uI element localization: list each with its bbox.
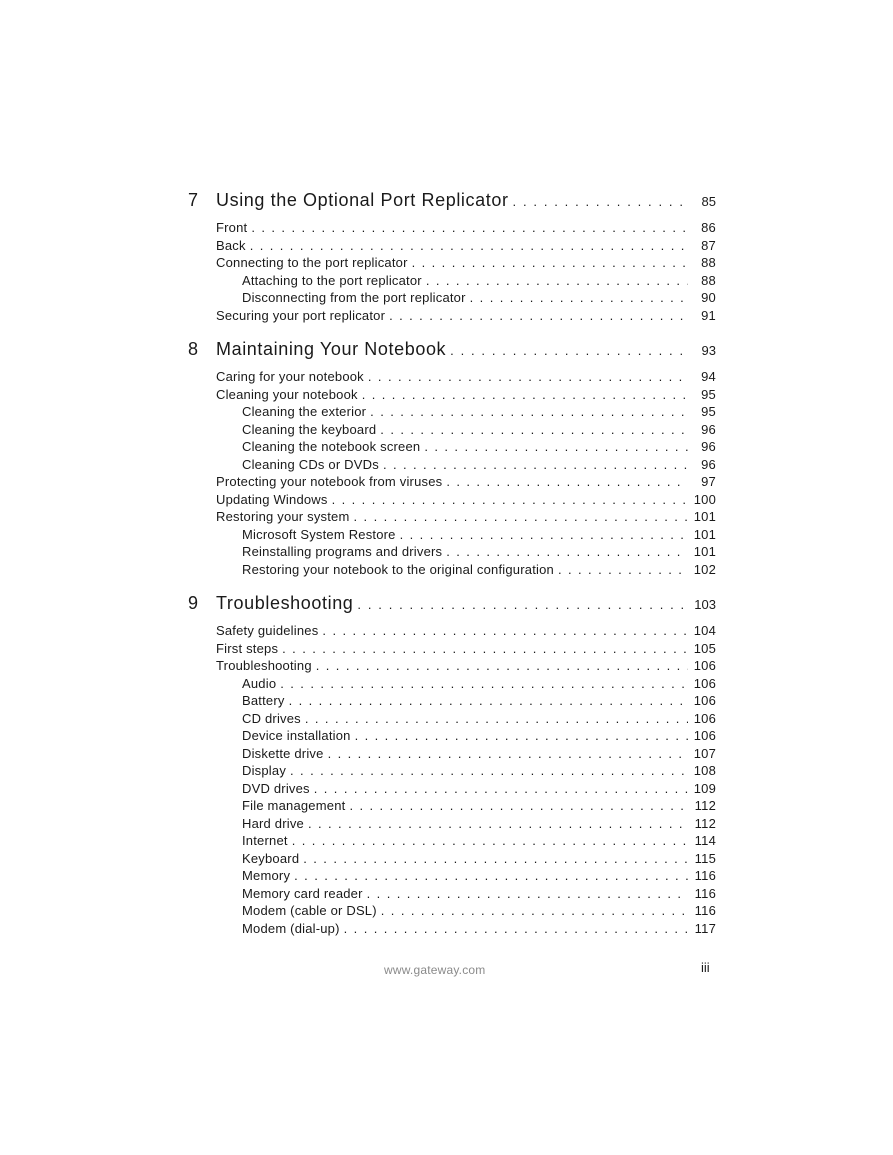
dot-leader	[426, 273, 688, 288]
footer-url: www.gateway.com	[384, 963, 486, 977]
dot-leader	[368, 369, 688, 384]
dot-leader	[332, 492, 688, 507]
dot-leader	[289, 693, 688, 708]
dot-leader	[357, 597, 688, 612]
toc-entry-label: First steps	[216, 640, 279, 656]
toc-subentry[interactable]	[188, 903, 716, 921]
toc-entry-label: Keyboard	[242, 850, 300, 866]
toc-entry-label: Modem (cable or DSL)	[242, 903, 377, 918]
chapter-page-number: 103	[694, 597, 716, 612]
toc-entry-list	[188, 623, 716, 938]
toc-entry-label: Restoring your system	[216, 509, 350, 524]
dot-leader	[344, 921, 688, 936]
toc-entry-label: Reinstalling programs and drivers	[242, 544, 443, 559]
toc-subentry[interactable]	[188, 798, 716, 816]
toc-entry-page-number: 116	[694, 885, 716, 901]
toc-entry-page-number: 101	[693, 509, 716, 524]
toc-entry-page-number: 109	[693, 780, 716, 796]
toc-subentry[interactable]	[188, 851, 716, 869]
toc-entry-page-number: 106	[693, 675, 716, 691]
toc-subentry[interactable]	[188, 711, 716, 729]
chapter-number: 9	[188, 593, 199, 613]
toc-entry-page-number: 106	[693, 658, 716, 673]
toc-entry-label: Cleaning the keyboard	[242, 421, 377, 437]
chapter-title: Troubleshooting	[216, 593, 354, 613]
toc-entry-label: Protecting your notebook from viruses	[216, 474, 443, 489]
table-of-contents	[188, 190, 716, 938]
toc-subentry[interactable]	[188, 746, 716, 764]
toc-entry[interactable]	[188, 238, 716, 256]
dot-leader	[370, 404, 688, 419]
dot-leader	[446, 474, 688, 489]
toc-entry-label: Microsoft System Restore	[242, 526, 396, 542]
toc-subentry[interactable]	[188, 833, 716, 851]
toc-entry[interactable]	[188, 474, 716, 492]
toc-entry-page-number: 87	[701, 237, 716, 253]
dot-leader	[303, 851, 688, 866]
toc-entry-page-number: 88	[701, 255, 716, 270]
toc-entry-page-number: 116	[694, 868, 716, 883]
chapter-title: Using the Optional Port Replicator	[216, 190, 509, 210]
toc-entry[interactable]	[188, 623, 716, 641]
toc-entry[interactable]	[188, 509, 716, 527]
toc-entry-page-number: 91	[701, 307, 716, 323]
toc-entry-label: Safety guidelines	[216, 623, 319, 638]
toc-entry-page-number: 96	[701, 421, 716, 437]
toc-entry-page-number: 101	[693, 526, 716, 542]
dot-leader	[280, 676, 688, 691]
toc-entry-page-number: 112	[694, 798, 716, 813]
toc-entry-page-number: 106	[693, 693, 716, 708]
toc-entry-label: Caring for your notebook	[216, 369, 364, 384]
chapter-heading[interactable]	[188, 190, 716, 216]
toc-entry-label: Front	[216, 220, 248, 235]
toc-entry-label: Internet	[242, 833, 288, 848]
dot-leader	[322, 623, 688, 638]
toc-entry[interactable]	[188, 308, 716, 326]
dot-leader	[513, 194, 688, 209]
toc-entry-label: Back	[216, 237, 246, 253]
toc-entry-page-number: 97	[701, 474, 716, 489]
toc-entry-label: Securing your port replicator	[216, 307, 386, 323]
dot-leader	[389, 308, 688, 323]
toc-entry-label: Audio	[242, 675, 277, 691]
dot-leader	[380, 422, 688, 437]
dot-leader	[250, 238, 688, 253]
chapter-section	[188, 190, 716, 325]
toc-entry-label: Modem (dial-up)	[242, 920, 340, 936]
toc-entry-label: Memory	[242, 868, 291, 883]
toc-subentry[interactable]	[188, 763, 716, 781]
toc-entry-label: Cleaning your notebook	[216, 386, 358, 402]
dot-leader	[558, 562, 688, 577]
toc-entry-list	[188, 220, 716, 325]
toc-subentry[interactable]	[188, 404, 716, 422]
dot-leader	[424, 439, 688, 454]
toc-entry-label: Display	[242, 763, 287, 778]
toc-subentry[interactable]	[188, 781, 716, 799]
chapter-title: Maintaining Your Notebook	[216, 339, 447, 359]
toc-subentry[interactable]	[188, 676, 716, 694]
dot-leader	[446, 544, 688, 559]
dot-leader	[470, 290, 688, 305]
toc-entry-label: Updating Windows	[216, 491, 328, 507]
toc-entry-page-number: 115	[694, 850, 716, 866]
toc-entry[interactable]	[188, 255, 716, 273]
dot-leader	[251, 220, 688, 235]
toc-subentry[interactable]	[188, 868, 716, 886]
toc-subentry[interactable]	[188, 562, 716, 580]
chapter-number: 8	[188, 339, 199, 359]
toc-entry-label: Diskette drive	[242, 745, 324, 761]
toc-entry-page-number: 106	[693, 728, 716, 743]
toc-entry-page-number: 94	[701, 369, 716, 384]
toc-subentry[interactable]	[188, 921, 716, 939]
chapter-section	[188, 593, 716, 938]
dot-leader	[328, 746, 688, 761]
toc-entry-page-number: 104	[693, 623, 716, 638]
toc-subentry[interactable]	[188, 527, 716, 545]
dot-leader	[349, 798, 688, 813]
toc-entry-page-number: 90	[701, 290, 716, 305]
toc-entry-page-number: 100	[693, 491, 716, 507]
footer-page-number: iii	[701, 960, 710, 975]
toc-entry-page-number: 102	[693, 561, 716, 577]
toc-entry-page-number: 107	[693, 745, 716, 761]
toc-entry-label: Connecting to the port replicator	[216, 255, 408, 270]
toc-entry-page-number: 117	[694, 920, 716, 936]
toc-entry[interactable]	[188, 658, 716, 676]
dot-leader	[450, 343, 688, 358]
toc-subentry[interactable]	[188, 457, 716, 475]
toc-entry-page-number: 86	[701, 220, 716, 235]
toc-entry-label: Cleaning CDs or DVDs	[242, 456, 379, 472]
toc-entry-page-number: 105	[693, 640, 716, 656]
toc-entry-label: Hard drive	[242, 815, 304, 831]
chapter-page-number: 93	[701, 343, 716, 358]
toc-entry-label: Cleaning the exterior	[242, 404, 367, 419]
toc-subentry[interactable]	[188, 544, 716, 562]
toc-entry-page-number: 101	[693, 544, 716, 559]
toc-entry-label: Attaching to the port replicator	[242, 272, 422, 288]
toc-entry-label: Cleaning the notebook screen	[242, 439, 421, 454]
toc-subentry[interactable]	[188, 273, 716, 291]
toc-entry[interactable]	[188, 369, 716, 387]
toc-entry-page-number: 114	[694, 833, 716, 848]
dot-leader	[305, 711, 688, 726]
toc-entry-label: CD drives	[242, 710, 301, 726]
toc-entry[interactable]	[188, 641, 716, 659]
toc-subentry[interactable]	[188, 290, 716, 308]
toc-entry-page-number: 95	[701, 386, 716, 402]
toc-subentry[interactable]	[188, 886, 716, 904]
toc-subentry[interactable]	[188, 422, 716, 440]
toc-entry-page-number: 88	[701, 272, 716, 288]
toc-entry-page-number: 106	[693, 710, 716, 726]
dot-leader	[400, 527, 688, 542]
dot-leader	[290, 763, 688, 778]
toc-subentry[interactable]	[188, 439, 716, 457]
toc-entry-page-number: 96	[701, 439, 716, 454]
toc-entry-page-number: 112	[694, 815, 716, 831]
toc-entry-label: Disconnecting from the port replicator	[242, 290, 466, 305]
toc-entry-label: DVD drives	[242, 780, 310, 796]
toc-entry-page-number: 116	[694, 903, 716, 918]
dot-leader	[367, 886, 688, 901]
toc-entry-label: Restoring your notebook to the original configuration	[242, 561, 554, 577]
chapter-heading[interactable]	[188, 593, 716, 619]
toc-subentry[interactable]	[188, 728, 716, 746]
toc-entry-page-number: 96	[701, 456, 716, 472]
toc-entry-label: File management	[242, 798, 346, 813]
toc-entry[interactable]	[188, 492, 716, 510]
toc-entry-label: Device installation	[242, 728, 351, 743]
dot-leader	[355, 728, 688, 743]
toc-subentry[interactable]	[188, 816, 716, 834]
toc-entry-label: Troubleshooting	[216, 658, 312, 673]
chapter-page-number: 85	[701, 194, 716, 209]
dot-leader	[412, 255, 688, 270]
chapter-section	[188, 339, 716, 579]
toc-entry[interactable]	[188, 220, 716, 238]
toc-entry-page-number: 108	[693, 763, 716, 778]
dot-leader	[362, 387, 688, 402]
dot-leader	[282, 641, 688, 656]
dot-leader	[316, 658, 688, 673]
dot-leader	[294, 868, 688, 883]
toc-entry-label: Memory card reader	[242, 885, 363, 901]
toc-entry-label: Battery	[242, 693, 285, 708]
toc-entry[interactable]	[188, 387, 716, 405]
dot-leader	[381, 903, 688, 918]
toc-entry-page-number: 95	[701, 404, 716, 419]
chapter-heading[interactable]	[188, 339, 716, 365]
dot-leader	[383, 457, 688, 472]
dot-leader	[354, 509, 688, 524]
chapter-number: 7	[188, 190, 199, 210]
toc-entry-list	[188, 369, 716, 579]
dot-leader	[308, 816, 688, 831]
dot-leader	[314, 781, 688, 796]
toc-subentry[interactable]	[188, 693, 716, 711]
dot-leader	[292, 833, 688, 848]
